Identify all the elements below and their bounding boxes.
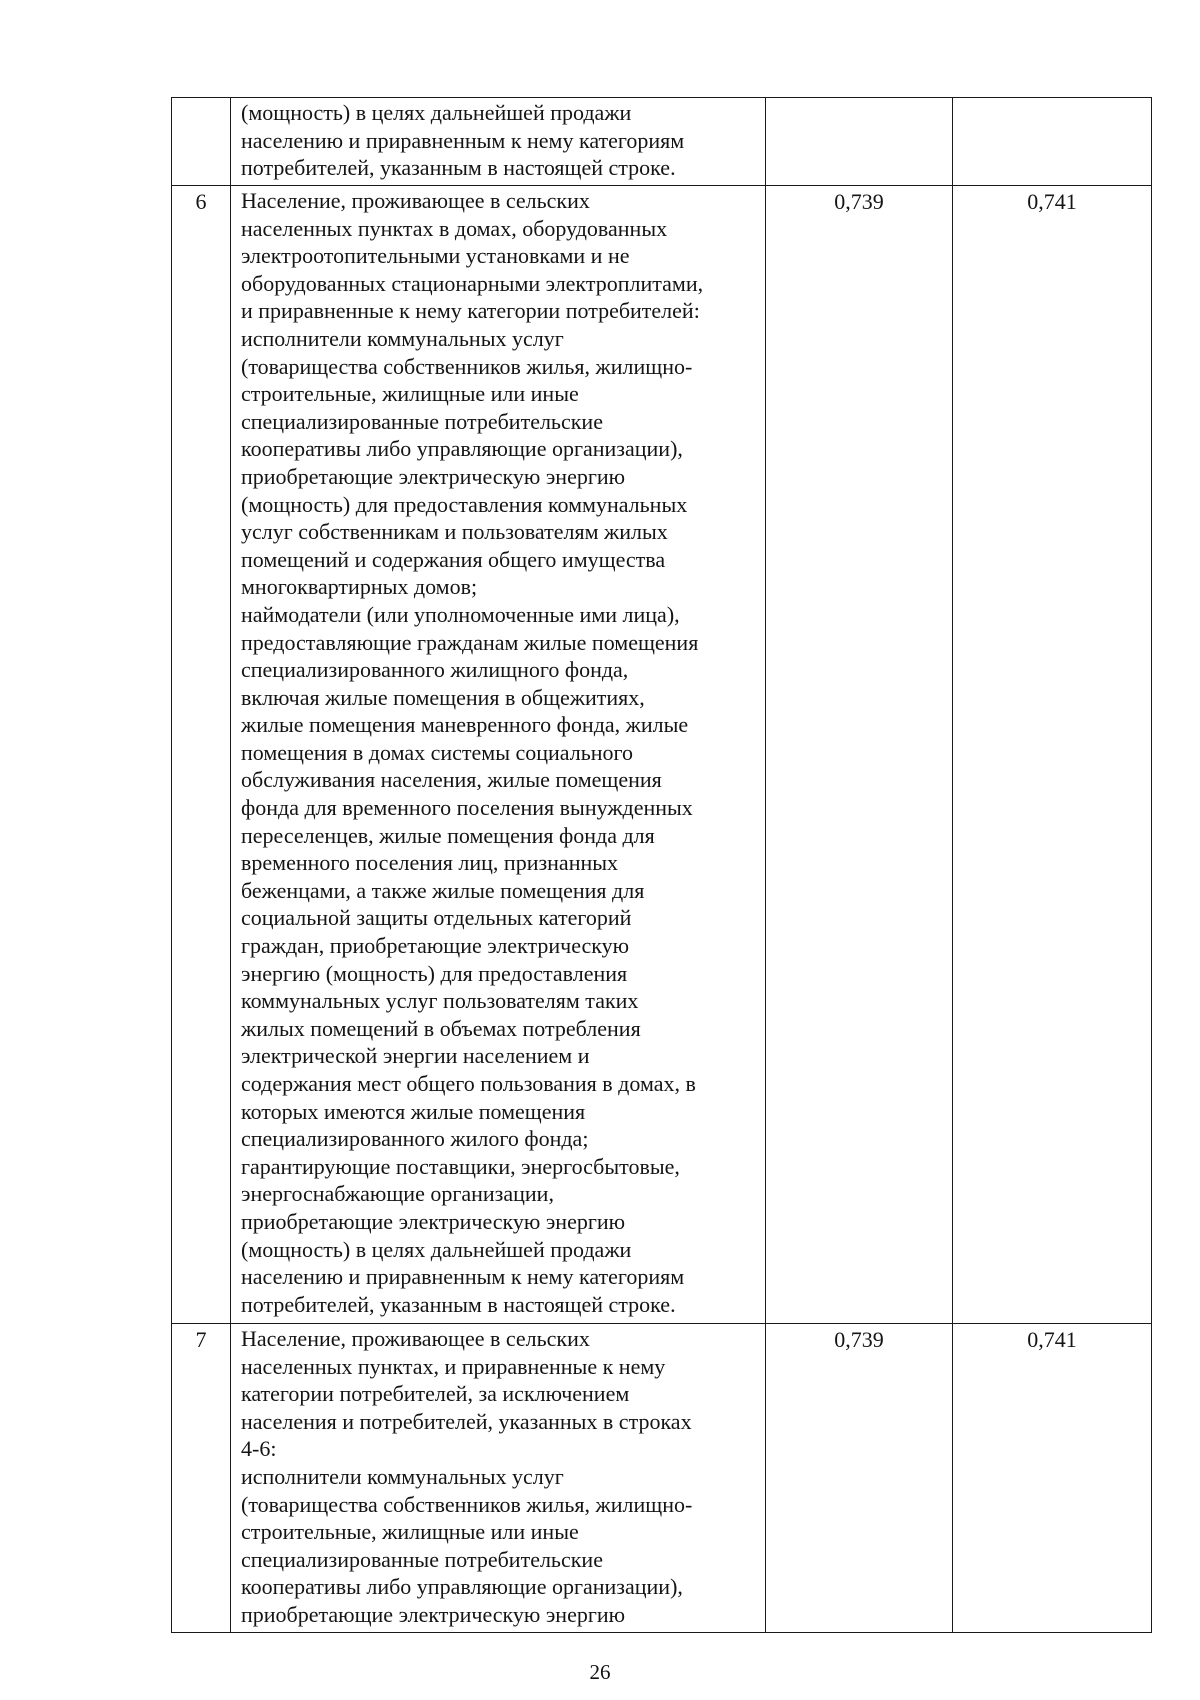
value-2-cell xyxy=(953,98,1152,186)
table-row xyxy=(172,1324,1152,1633)
page-number: 26 xyxy=(589,1660,611,1684)
value-1-cell: 0,739 xyxy=(766,1324,953,1633)
row-description-cell: (мощность) в целях дальнейшей продажи населению и приравненным к нему категориям потребителей, указанным в настоящей строке. xyxy=(231,98,766,186)
row-number-cell xyxy=(172,98,231,186)
value-1-cell: 0,739 xyxy=(766,186,953,1324)
row-number-cell: 7 xyxy=(172,1324,231,1633)
value-2-cell: 0,741 xyxy=(953,1324,1152,1633)
value-2-cell: 0,741 xyxy=(953,186,1152,1324)
row-description-cell: Население, проживающее в сельских населенных пунктах, и приравненные к нему категории потребителей, за исключением населения и потребителей, указанных в строках 4-6: исполнители коммунальных услуг (товарищества собственников жилья, жилищно- строительные, жилищные или иные специализированные потребительские кооперативы либо управляющие организации), приобретающие электрическую энергию xyxy=(231,1324,766,1633)
row-description-cell: Население, проживающее в сельских населенных пунктах в домах, оборудованных электроотопительными установками и не оборудованных стационарными электроплитами, и приравненные к нему категории потребителей: исполнители коммунальных услуг (товарищества собственников жилья, жилищно- строительные, жилищные или иные специализированные потребительские кооперативы либо управляющие организации), приобретающие электрическую энергию (мощность) для предоставления коммунальных услуг собственникам и пользователям жилых помещений и содержания общего имущества многоквартирных домов; наймодатели (или уполномоченные ими лица), предоставляющие гражданам жилые помещения специализированного жилищного фонда, включая жилые помещения в общежитиях, жилые помещения маневренного фонда, жилые помещения в домах системы социального обслуживания населения, жилые помещения фонда для временного поселения вынужденных переселенцев, жилые помещения фонда для временного поселения лиц, признанных беженцами, а также жилые помещения для социальной защиты отдельных категорий граждан, приобретающие электрическую энергию (мощность) для предоставления коммунальных услуг пользователям таких жилых помещений в объемах потребления электрической энергии населением и содержания мест общего пользования в домах, в которых имеются жилые помещения специализированного жилого фонда; гарантирующие поставщики, энергосбытовые, энергоснабжающие организации, приобретающие электрическую энергию (мощность) в целях дальнейшей продажи населению и приравненным к нему категориям потребителей, указанным в настоящей строке. xyxy=(231,186,766,1324)
row-number-cell: 6 xyxy=(172,186,231,1324)
table-row xyxy=(172,186,1152,1324)
tariff-table xyxy=(171,97,1152,1633)
table-row xyxy=(172,98,1152,186)
value-1-cell xyxy=(766,98,953,186)
